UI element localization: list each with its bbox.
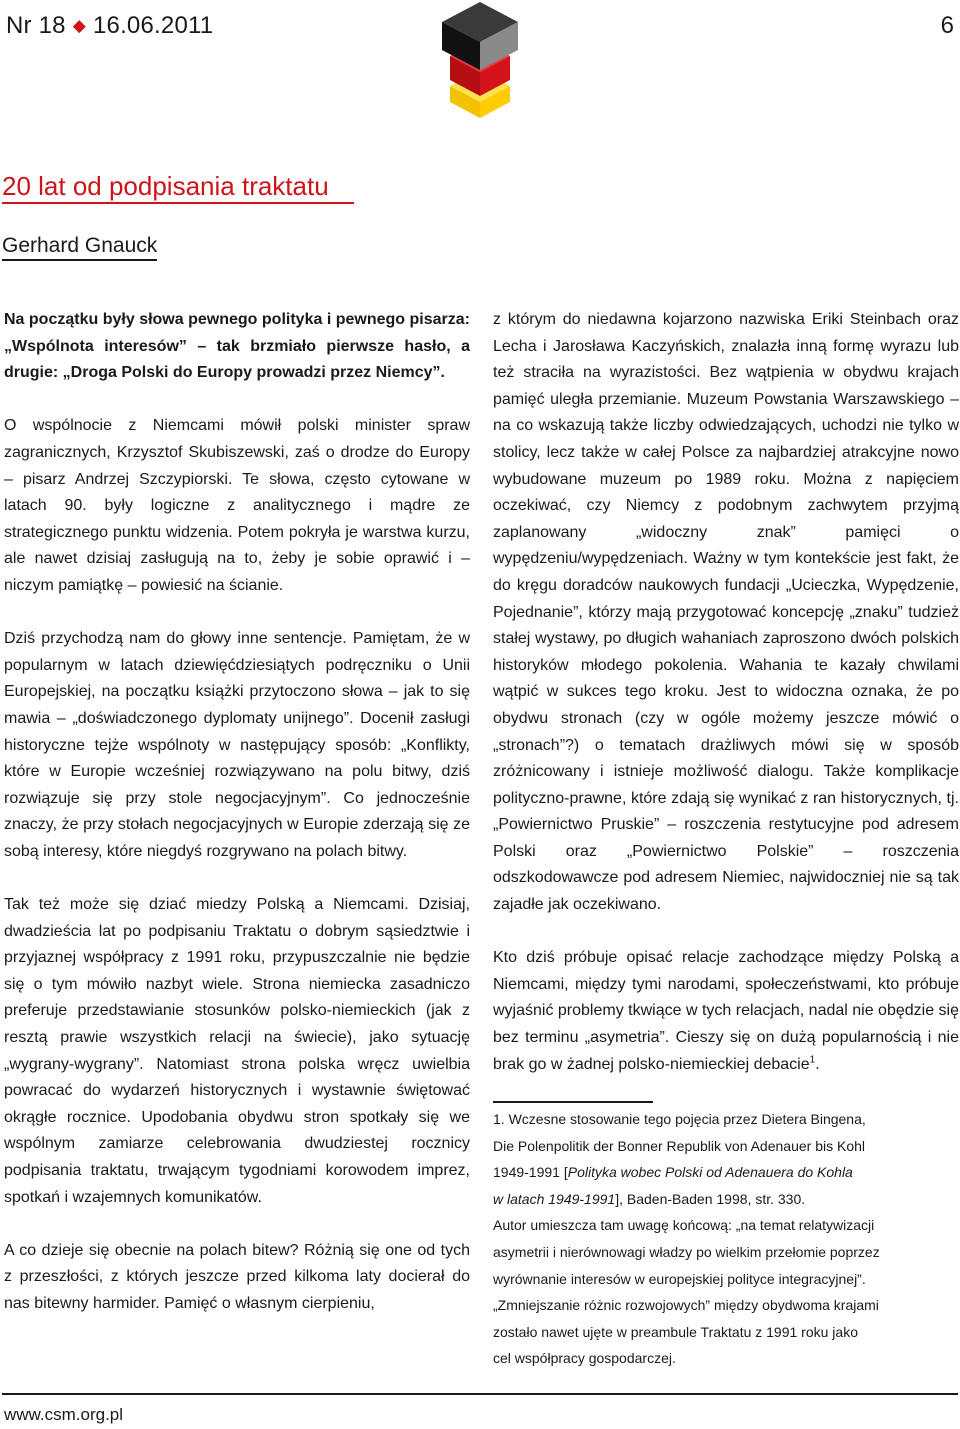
footnote-text: 1949-1991 [ — [493, 1164, 568, 1181]
footnote-line: asymetrii i nierównowagi władzy po wielkim przełomie poprzez — [493, 1243, 880, 1260]
page-number: 6 — [940, 12, 954, 39]
footnote-line: „Zmniejszanie różnic rozwojowych” między obydwoma krajami — [493, 1297, 879, 1314]
body-paragraph: Dziś przychodzą nam do głowy inne sentencje. Pamiętam, że w popularnym w latach dziewięćdziesiątych podręczniku o Unii Europejskiej, na początku książki przytoczono słowa – jak to się mawia – „doświadczonego dyplomaty unijnego”. Docenił zasługi historyczne tejże wspólnoty w następujący sposób: „Konflikty, które w Europie wcześniej rozwiązywano na polu bitwy, dziś rozwiązuje się przy stole negocjacyjnym”. Co jednocześnie znaczy, że przy stołach negocjacyjnych w Europie zderzają się ze sobą interesy, które niegdyś rozgrywano na polach bitwy. — [4, 630, 470, 860]
page-header — [0, 0, 960, 60]
footnote-line: Die Polenpolitik der Bonner Republik von Adenauer bis Kohl — [493, 1137, 866, 1154]
author-underline — [2, 259, 157, 261]
footnote-marker: 1 — [809, 1054, 816, 1066]
body-paragraph: O wspólnocie z Niemcami mówił polski minister spraw zagranicznych, Krzysztof Skubiszewski, zaś o drodze do Europy – pisarz Andrzej Szczypiorski. Te słowa, często cytowane w latach 90. były logiczne z analitycznego i mądre ze strategicznego punktu widzenia. Potem pokryła je warstwa kurzu, ale nawet dzisiaj zasługują na to, żeby je sobie oprawić i – niczym pamiątkę – powiesić na ścianie. — [4, 417, 470, 594]
footnote-line: 1. Wczesne stosowanie tego pojęcia przez Dietera Bingena, — [493, 1111, 866, 1127]
lead-paragraph: Na początku były słowa pewnego polityka i pewnego pisarza: „Wspólnota interesów” – tak brzmiało pierwsze hasło, a drugie: „Droga Polski do Europy prowadzi przez Niemcy”. — [4, 311, 470, 382]
article-title: 20 lat od podpisania traktatu — [2, 171, 329, 201]
footnote-italic-title: Polityka wobec Polski od Adenauera do Kohla — [567, 1164, 853, 1181]
issue-date: 16.06.2011 — [92, 12, 214, 39]
footnote-line — [493, 1186, 933, 1213]
body-paragraph-text: Kto dziś próbuje opisać relacje zachodzące między Polską a Niemcami, między tymi narodami, społeczeństwami, kto próbuje wyjaśnić problemy tkwiące w tych relacjach, nadal nie obędzie się bez terminu „asymetria”. Cieszy się on dużą popularnością i nie brak go w żadnej polsko-niemieckiej debacie — [493, 949, 959, 1073]
body-paragraph: Tak też może się dziać miedzy Polską a Niemcami. Dzisiaj, dwadzieścia lat po podpisaniu Traktatu o dobrym sąsiedztwie i przyjaznej współpracy z 1991 roku, przypuszczalnie nie będzie się o tym mówiło nazbyt wiele. Strona niemiecka zasadniczo preferuje przedstawianie stosunków polsko-niemieckich (jak z resztą prawie wszystkich relacji na świecie), jako sytuację „wygrany-wygrany”. Natomiast strona polska wręcz uwielbia powracać do wydarzeń historycznych i wystawnie świętować okrągłe rocznice. Upodobania obydwu stron spotkały się we wspólnym zamiarze celebrowania dwudziestej rocznicy podpisania traktatu, trwającym tygodniami korowodem imprez, spotkań i wzajemnych komunikatów. — [4, 896, 470, 1206]
footnote-line: cel współpracy gospodarczej. — [493, 1350, 676, 1367]
footnote-line: wyrównanie interesów w europejskiej polityce integracyjnej”. — [493, 1270, 866, 1287]
red-diamond-icon: ◆ — [72, 16, 86, 35]
footnote-text: ], Baden-Baden 1998, str. 330. — [615, 1190, 806, 1207]
body-paragraph: Kto dziś próbuje opisać relacje zachodzące między Polską a Niemcami, między tymi narodami, społeczeństwami, kto próbuje wyjaśnić problemy tkwiące w tych relacjach, nadal nie obędzie się bez terminu „asymetria”. Cieszy się on dużą popularnością i nie brak go w żadnej polsko-niemieckiej debacie$^1$. — [493, 949, 959, 1073]
footnote-line — [493, 1159, 933, 1186]
footer-website-link[interactable]: www.csm.org.pl — [4, 1405, 124, 1424]
footer-divider — [2, 1393, 958, 1395]
title-underline — [2, 202, 354, 204]
issue-number: Nr 18 — [6, 12, 66, 39]
issue-info — [6, 12, 213, 40]
stacked-cubes-logo-icon — [424, 0, 536, 118]
article-author: Gerhard Gnauck — [2, 234, 158, 257]
right-column — [493, 307, 959, 1078]
footnote — [493, 1106, 933, 1372]
body-paragraph: A co dzieje się obecnie na polach bitew? Różnią się one od tych z przeszłości, z których jeszcze przed kilkoma laty docierał do nas bitewny harmider. Pamięć o własnym cierpieniu, — [4, 1241, 470, 1312]
body-paragraph: z którym do niedawna kojarzono nazwiska Eriki Steinbach oraz Lecha i Jarosława Kaczyńskich, znalazła inną formę wyrazu lub też straciła na wyrazistości. Bez wątpienia w obydwu krajach pamięć uległa przemianie. Muzeum Powstania Warszawskiego – na co wskazują także liczby odwiedzających, uchodzi nie tylko w stolicy, lecz także w całej Polsce za najbardziej atrakcyjne nowo wybudowane muzeum po 1989 roku. Można z napięciem oczekiwać, czy Niemcy z podobnym zachwytem przyjmą zaplanowany „widoczny znak” pamięci o wypędzeniu/wypędzeniach. Ważny w tym kontekście jest fakt, że do kręgu doradców naukowych fundacji „Ucieczka, Wypędzenie, Pojednanie”, którzy mają przygotować koncepcję „znaku” tudzież stałej wystawy, po długich wahaniach zaproszono dwóch polskich historyków młodego pokolenia. Wahania te kazały chwilami wątpić w sukces tego kroku. Jest to widoczna oznaka, że po obydwu stronach (czy w ogóle możemy jeszcze mówić o „stronach”?) o tematach drażliwych mówi się w sposób zróżnicowany i istnieje możliwość dialogu. Także komplikacje polityczno-prawne, które zdają się wynikać z ran historycznych, tj. „Powiernictwo Pruskie” – roszczenia restytucyjne pod adresem Polski oraz „Powiernictwo Polskie” – roszczenia odszkodowawcze pod adresem Niemiec, najwidoczniej nie są tak zajadłe jak oczekiwano. — [493, 311, 959, 914]
footnote-line: Autor umieszcza tam uwagę końcową: „na temat relatywizacji — [493, 1217, 875, 1234]
footnote-line: zostało nawet ujęte w preambule Traktatu z 1991 roku jako — [493, 1323, 858, 1340]
footnote-divider — [493, 1101, 653, 1103]
left-column — [4, 307, 470, 1318]
footnote-italic-title: w latach 1949-1991 — [493, 1190, 616, 1207]
